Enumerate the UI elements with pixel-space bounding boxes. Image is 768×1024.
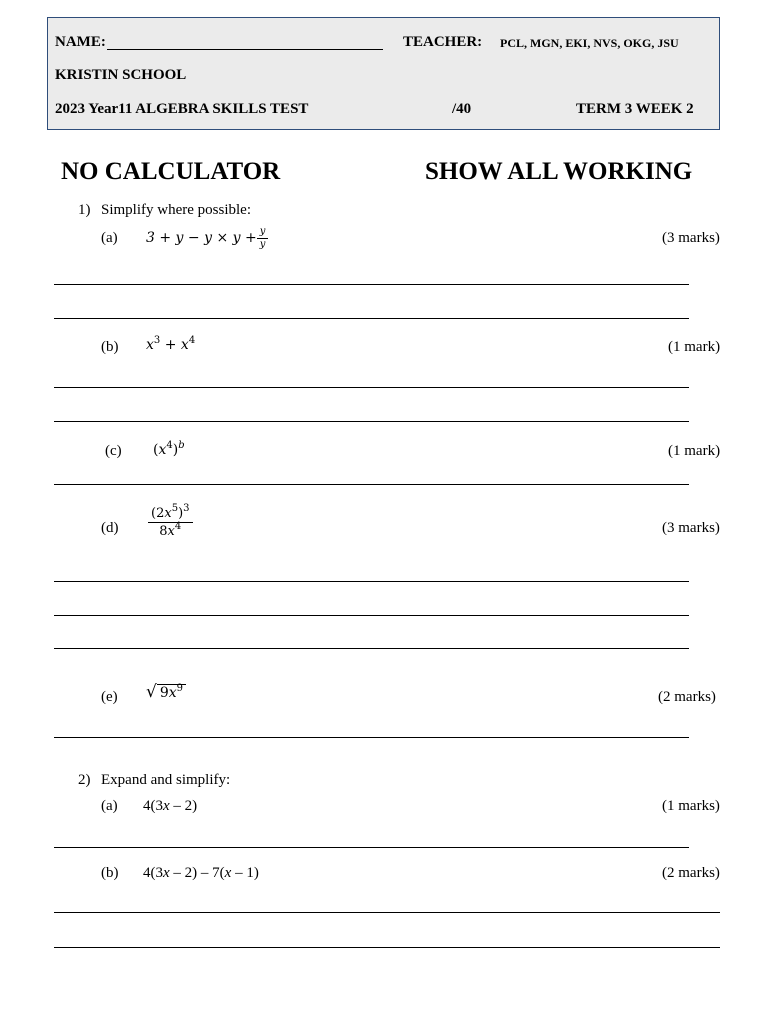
q1a-expr-main: 3 + y − y × y + bbox=[146, 230, 257, 246]
q1e-sqrt bbox=[146, 684, 186, 701]
q1d-num-close: ) bbox=[178, 506, 184, 521]
teacher-codes: PCL, MGN, EKI, NVS, OKG, JSU bbox=[500, 36, 679, 50]
q1a-answer-line-1[interactable] bbox=[54, 284, 689, 285]
q1c-label: (c) bbox=[105, 443, 122, 459]
q2b-var: x bbox=[163, 865, 170, 881]
q1-number: 1) bbox=[78, 202, 91, 218]
q1a-frac-den: y bbox=[259, 238, 266, 250]
q2b-marks: (2 marks) bbox=[662, 865, 720, 881]
q1e-base: x bbox=[168, 685, 177, 701]
q1b-exp2: 4 bbox=[188, 335, 196, 346]
q1d-den-exp: 4 bbox=[174, 520, 182, 532]
q1-prompt: Simplify where possible: bbox=[101, 202, 251, 218]
test-title: 2023 Year11 ALGEBRA SKILLS TEST bbox=[55, 101, 309, 117]
q1e-marks: (2 marks) bbox=[658, 689, 716, 705]
q1c-close: ) bbox=[172, 442, 179, 458]
name-field-line[interactable] bbox=[107, 49, 383, 50]
q1d-num-base: x bbox=[164, 506, 172, 521]
q2-number: 2) bbox=[78, 772, 91, 788]
q1d-numerator bbox=[148, 503, 193, 523]
q1b-base1: x bbox=[146, 337, 154, 353]
q1a-fraction bbox=[257, 226, 269, 250]
q2a-label: (a) bbox=[101, 798, 118, 814]
q1c-expression bbox=[153, 442, 185, 458]
q1c-exp: 4 bbox=[166, 440, 173, 451]
q1d-expression bbox=[148, 503, 193, 540]
q1c-open: ( bbox=[153, 442, 159, 458]
teacher-label: TEACHER: bbox=[403, 34, 483, 50]
q1d-denominator bbox=[156, 520, 184, 540]
school-name: KRISTIN SCHOOL bbox=[55, 67, 187, 83]
q1c-outer-exp: b bbox=[178, 440, 185, 451]
sqrt-icon: √ bbox=[146, 682, 157, 703]
q2a-expr-pre: 4(3 bbox=[143, 798, 163, 814]
q1b-answer-line-1[interactable] bbox=[54, 387, 689, 388]
q2b-expr-post: – 1) bbox=[231, 865, 259, 881]
q2b-expression bbox=[143, 865, 259, 882]
q1e-radicand bbox=[157, 684, 186, 701]
q1d-num-open: (2 bbox=[151, 506, 165, 521]
q1a-frac-num: y bbox=[257, 226, 269, 239]
q1d-num-exp: 5 bbox=[171, 503, 179, 514]
q1d-num-outer-exp: 3 bbox=[183, 503, 190, 514]
q1b-op: + bbox=[160, 337, 181, 353]
q2b-answer-line-1[interactable] bbox=[54, 912, 720, 913]
q1b-label: (b) bbox=[101, 339, 119, 355]
q1a-expression bbox=[146, 226, 268, 250]
instruction-no-calculator: NO CALCULATOR bbox=[61, 158, 281, 185]
q2a-expression bbox=[143, 798, 197, 815]
q2a-expr-post: – 2) bbox=[169, 798, 198, 814]
q1e-label: (e) bbox=[101, 689, 118, 705]
instruction-show-working: SHOW ALL WORKING bbox=[425, 158, 693, 185]
q1b-exp1: 3 bbox=[153, 335, 161, 346]
q1e-coef: 9 bbox=[159, 685, 169, 701]
q1b-marks: (1 mark) bbox=[668, 339, 721, 355]
q2a-var: x bbox=[163, 798, 170, 814]
q1b-expression bbox=[146, 337, 195, 353]
q2b-expr-pre: 4(3 bbox=[143, 865, 163, 881]
q1e-expression bbox=[146, 684, 186, 701]
q1c-answer-line-1[interactable] bbox=[54, 484, 689, 485]
q2b-answer-line-2[interactable] bbox=[54, 947, 720, 948]
q1d-answer-line-2[interactable] bbox=[54, 615, 689, 616]
q2a-answer-line-1[interactable] bbox=[54, 847, 689, 848]
q1d-answer-line-1[interactable] bbox=[54, 581, 689, 582]
q2-prompt: Expand and simplify: bbox=[101, 772, 231, 788]
q2a-marks: (1 marks) bbox=[662, 798, 720, 814]
q1d-label: (d) bbox=[101, 520, 119, 536]
q1d-den-base: x bbox=[167, 523, 175, 539]
q2b-var2: x bbox=[224, 865, 232, 881]
q1d-marks: (3 marks) bbox=[662, 520, 720, 536]
q1d-fraction bbox=[148, 503, 193, 540]
q1e-exp: 9 bbox=[176, 683, 184, 694]
q1b-base2: x bbox=[180, 337, 189, 353]
total-marks: /40 bbox=[452, 101, 472, 117]
q1d-answer-line-3[interactable] bbox=[54, 648, 689, 649]
q1e-answer-line-1[interactable] bbox=[54, 737, 689, 738]
term-info: TERM 3 WEEK 2 bbox=[576, 101, 694, 117]
q1c-marks: (1 mark) bbox=[668, 443, 721, 459]
q1c-base: x bbox=[158, 442, 167, 458]
q1a-label: (a) bbox=[101, 230, 118, 246]
q1d-den-coef: 8 bbox=[159, 523, 168, 539]
name-label: NAME: bbox=[55, 34, 106, 50]
q2b-label: (b) bbox=[101, 865, 119, 881]
q2b-expr-mid: – 2) – 7( bbox=[169, 865, 225, 881]
q1a-answer-line-2[interactable] bbox=[54, 318, 689, 319]
q1a-marks: (3 marks) bbox=[662, 230, 720, 246]
q1b-answer-line-2[interactable] bbox=[54, 421, 689, 422]
